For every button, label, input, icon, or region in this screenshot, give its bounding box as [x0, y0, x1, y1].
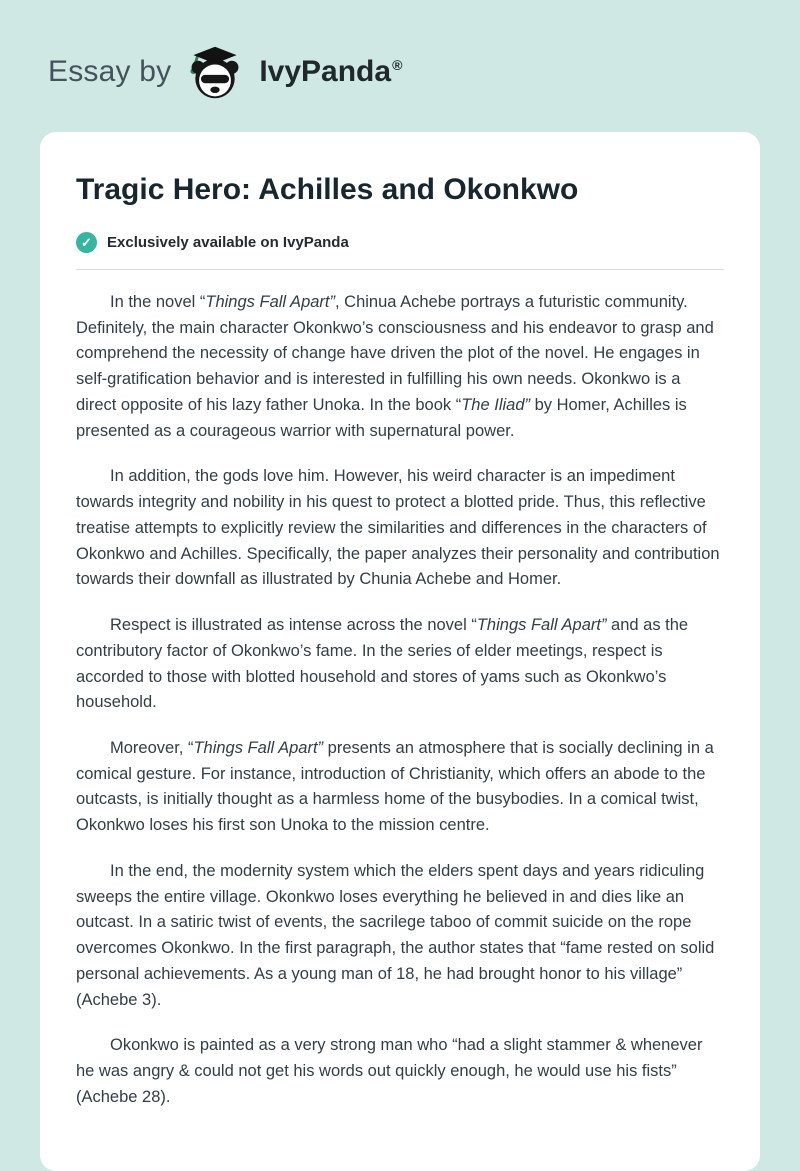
text-segment: by Homer, Achilles is presented as a courageous warrior with supernatural power.	[76, 395, 687, 440]
text-segment: Moreover, “	[110, 739, 194, 758]
essay-card	[40, 132, 760, 1171]
brand-name	[259, 55, 402, 89]
text-segment: In the end, the modernity system which the elders spent days and years ridiculing sweeps the entire village. Okonkwo loses everything he believed in and dies like an outcast. In a satiric twist of events, the sacrilege taboo of commit suicide on the rope overcomes Okonkwo. In the first paragraph, the author states that “fame rested on solid personal achievements. As a young man of 18, he had brought honor to his village” (Achebe 3).	[76, 861, 715, 1009]
text-segment: In addition, the gods love him. However, his weird character is an impediment towards integrity and nobility in his quest to protect a blotted pride. Thus, this reflective treatise attempts to explicitly review the similarities and differences in the characters of Okonkwo and Achilles. Specifically, the paper analyzes their personality and contribution towards their downfall as illustrated by Chunia Achebe and Homer.	[76, 467, 720, 589]
book-title-italic: Things Fall Apart”	[476, 616, 607, 635]
book-title-italic: Things Fall Apart”	[193, 739, 324, 758]
text-segment: , Chinua Achebe portrays a futuristic community. Definitely, the main character Okonkwo’s consciousness and his endeavor to grasp and comprehend the necessity of change have driven the plot of the novel. He engages in self-gratification behavior and is interested in fulfilling his own needs. Okonkwo is a direct opposite of his lazy father Unoka. In the book “	[76, 293, 714, 414]
essay-title: Tragic Hero: Achilles and Okonkwo	[76, 173, 579, 206]
essay-paragraph	[76, 464, 724, 593]
text-segment: Respect is illustrated as intense across the novel “	[110, 616, 477, 635]
essay-body	[76, 290, 724, 1111]
check-icon: ✓	[76, 232, 97, 253]
text-segment: and as the contributory factor of Okonkwo’s fame. In the series of elder meetings, respect is accorded to those with blotted household and stores of yams such as Okonkwo’s household.	[76, 616, 689, 712]
text-segment: Okonkwo is painted as a very strong man who “had a slight stammer & whenever he was angry & could not get his words out quickly enough, he would use his fists” (Achebe 28).	[76, 1036, 703, 1106]
essay-paragraph	[76, 736, 724, 839]
essay-paragraph	[76, 613, 724, 716]
book-title-italic: Things Fall Apart”	[205, 293, 335, 311]
text-segment: In the novel “	[110, 293, 206, 311]
registered-mark: ®	[392, 57, 403, 73]
essay-by-label: Essay by	[48, 55, 172, 88]
essay-paragraph	[76, 290, 724, 444]
brand-text: IvyPanda	[259, 55, 392, 88]
site-header	[0, 0, 800, 132]
divider	[76, 269, 724, 270]
availability-badge	[76, 232, 724, 253]
ivypanda-logo-icon	[185, 42, 245, 102]
book-title-italic: The Iliad”	[461, 395, 530, 414]
availability-badge-label: Exclusively available on IvyPanda	[107, 234, 349, 251]
text-segment: presents an atmosphere that is socially declining in a comical gesture. For instance, introduction of Christianity, which offers an abode to the outcasts, is initially thought as a harmless home of the busybodies. In a comical twist, Okonkwo loses his first son Unoka to the mission centre.	[76, 739, 714, 835]
essay-paragraph	[76, 859, 724, 1013]
essay-paragraph	[76, 1033, 724, 1110]
